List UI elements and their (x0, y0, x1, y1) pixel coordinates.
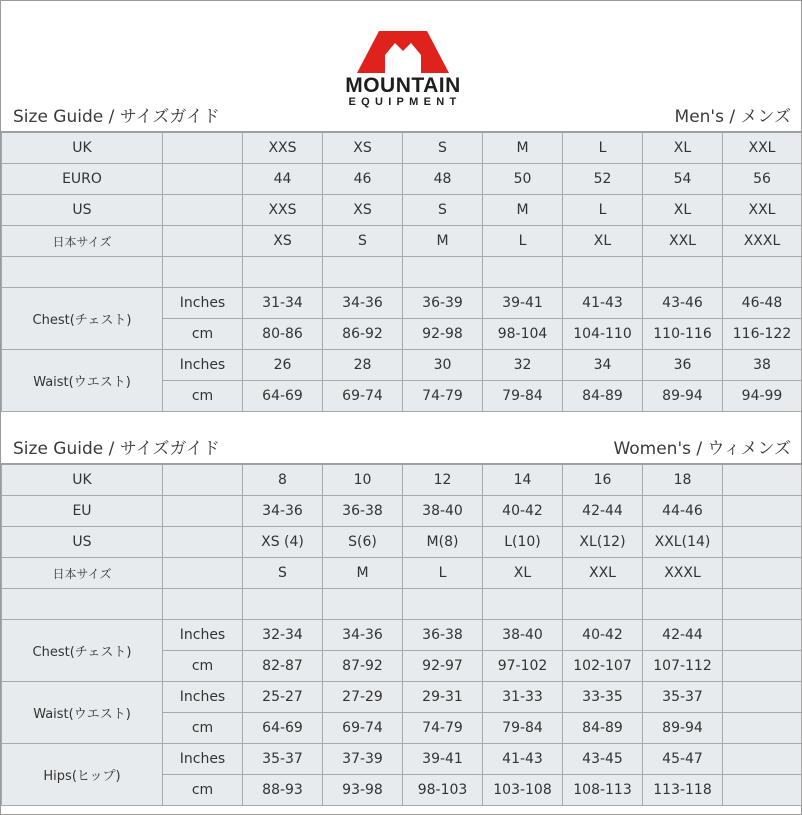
size-row (2, 164, 802, 195)
unit-label: Inches (163, 620, 243, 651)
measure-cell: 94-99 (723, 381, 802, 412)
spacer-cell (243, 257, 323, 288)
size-cell: XL(12) (563, 527, 643, 558)
size-cell: M (483, 132, 563, 164)
measure-cell: 69-74 (323, 381, 403, 412)
spacer-cell (323, 589, 403, 620)
size-cell: 14 (483, 464, 563, 496)
size-cell: S(6) (323, 527, 403, 558)
size-cell: XL (643, 132, 723, 164)
size-row-label: 日本サイズ (2, 226, 163, 257)
spacer-cell (403, 589, 483, 620)
brand-name-line2: EQUIPMENT (348, 96, 462, 108)
spacer-cell (563, 257, 643, 288)
size-cell: XXS (243, 195, 323, 226)
mens-size-table (1, 131, 802, 412)
unit-label: Inches (163, 744, 243, 775)
empty-unit-cell (163, 464, 243, 496)
empty-unit-cell (163, 527, 243, 558)
measure-row (2, 620, 802, 651)
size-row (2, 558, 802, 589)
measure-cell: 38 (723, 350, 802, 381)
measure-cell: 102-107 (563, 651, 643, 682)
size-cell: M (483, 195, 563, 226)
size-cell: L (483, 226, 563, 257)
size-cell: 8 (243, 464, 323, 496)
unit-label: Inches (163, 288, 243, 319)
measure-cell: 69-74 (323, 713, 403, 744)
spacer-cell (643, 257, 723, 288)
measure-cell (723, 744, 802, 775)
measure-cell: 104-110 (563, 319, 643, 350)
size-cell: 36-38 (323, 496, 403, 527)
unit-label: cm (163, 319, 243, 350)
size-cell: S (243, 558, 323, 589)
measure-label: Waist(ウエスト) (2, 682, 163, 744)
size-cell: 16 (563, 464, 643, 496)
size-cell: XXL (723, 195, 802, 226)
measure-cell: 98-103 (403, 775, 483, 806)
size-row-label: US (2, 527, 163, 558)
size-cell: M(8) (403, 527, 483, 558)
measure-cell (723, 775, 802, 806)
size-cell: 48 (403, 164, 483, 195)
size-row-label: 日本サイズ (2, 558, 163, 589)
measure-cell: 28 (323, 350, 403, 381)
empty-unit-cell (163, 496, 243, 527)
measure-cell: 88-93 (243, 775, 323, 806)
measure-cell: 42-44 (643, 620, 723, 651)
size-row (2, 226, 802, 257)
measure-cell: 33-35 (563, 682, 643, 713)
size-cell: M (403, 226, 483, 257)
measure-row (2, 744, 802, 775)
measure-cell: 34 (563, 350, 643, 381)
size-cell: S (403, 132, 483, 164)
spacer-cell (403, 257, 483, 288)
measure-cell: 43-45 (563, 744, 643, 775)
size-cell: 52 (563, 164, 643, 195)
measure-cell: 35-37 (243, 744, 323, 775)
mountain-logo-icon (357, 29, 449, 73)
size-cell: S (323, 226, 403, 257)
measure-cell: 74-79 (403, 381, 483, 412)
measure-cell: 84-89 (563, 713, 643, 744)
spacer-cell (243, 589, 323, 620)
size-cell: L (563, 132, 643, 164)
measure-label: Chest(チェスト) (2, 620, 163, 682)
measure-row (2, 288, 802, 319)
size-cell: 42-44 (563, 496, 643, 527)
measure-cell: 98-104 (483, 319, 563, 350)
measure-cell: 93-98 (323, 775, 403, 806)
measure-cell (723, 651, 802, 682)
womens-size-table (1, 463, 802, 806)
spacer-cell (163, 257, 243, 288)
size-cell: XXL (643, 226, 723, 257)
measure-label: Hips(ヒップ) (2, 744, 163, 806)
spacer-cell (163, 589, 243, 620)
spacer-cell (723, 589, 802, 620)
size-cell: 34-36 (243, 496, 323, 527)
measure-cell: 92-98 (403, 319, 483, 350)
measure-cell: 30 (403, 350, 483, 381)
spacer-cell (483, 589, 563, 620)
size-cell: XXS (243, 132, 323, 164)
measure-cell: 43-46 (643, 288, 723, 319)
size-cell: XS (243, 226, 323, 257)
mens-section-label: Men's / メンズ (674, 107, 791, 127)
measure-cell: 29-31 (403, 682, 483, 713)
size-cell: XL (643, 195, 723, 226)
measure-cell: 89-94 (643, 713, 723, 744)
unit-label: cm (163, 651, 243, 682)
measure-cell: 97-102 (483, 651, 563, 682)
size-cell: 40-42 (483, 496, 563, 527)
size-cell: 12 (403, 464, 483, 496)
measure-cell: 79-84 (483, 381, 563, 412)
spacer-cell (563, 589, 643, 620)
measure-cell: 92-97 (403, 651, 483, 682)
size-cell: 44-46 (643, 496, 723, 527)
measure-cell: 64-69 (243, 381, 323, 412)
size-cell: L (563, 195, 643, 226)
size-cell: L (403, 558, 483, 589)
size-cell: 56 (723, 164, 802, 195)
measure-cell: 37-39 (323, 744, 403, 775)
size-row (2, 464, 802, 496)
size-cell: XXXL (723, 226, 802, 257)
measure-cell: 64-69 (243, 713, 323, 744)
size-cell (723, 527, 802, 558)
measure-cell: 36-39 (403, 288, 483, 319)
measure-cell: 41-43 (563, 288, 643, 319)
size-cell: XS (323, 132, 403, 164)
measure-cell: 82-87 (243, 651, 323, 682)
measure-cell: 89-94 (643, 381, 723, 412)
size-row-label: UK (2, 464, 163, 496)
empty-unit-cell (163, 132, 243, 164)
spacer-cell (2, 589, 163, 620)
measure-cell: 40-42 (563, 620, 643, 651)
spacer-cell (483, 257, 563, 288)
measure-cell: 26 (243, 350, 323, 381)
size-cell: 50 (483, 164, 563, 195)
measure-cell: 87-92 (323, 651, 403, 682)
measure-cell: 116-122 (723, 319, 802, 350)
spacer-cell (643, 589, 723, 620)
unit-label: Inches (163, 350, 243, 381)
size-cell: L(10) (483, 527, 563, 558)
size-cell: 54 (643, 164, 723, 195)
measure-cell: 110-116 (643, 319, 723, 350)
measure-cell: 39-41 (403, 744, 483, 775)
size-row-label: UK (2, 132, 163, 164)
unit-label: cm (163, 713, 243, 744)
measure-cell: 79-84 (483, 713, 563, 744)
measure-cell: 35-37 (643, 682, 723, 713)
measure-label: Waist(ウエスト) (2, 350, 163, 412)
measure-cell (723, 713, 802, 744)
measure-cell: 103-108 (483, 775, 563, 806)
size-cell (723, 558, 802, 589)
spacer-cell (2, 257, 163, 288)
measure-cell: 39-41 (483, 288, 563, 319)
measure-cell: 32-34 (243, 620, 323, 651)
measure-cell: 113-118 (643, 775, 723, 806)
size-row (2, 132, 802, 164)
measure-cell: 74-79 (403, 713, 483, 744)
measure-cell: 36 (643, 350, 723, 381)
mens-section-title: Size Guide / サイズガイド (13, 107, 220, 127)
measure-cell: 46-48 (723, 288, 802, 319)
size-cell (723, 464, 802, 496)
measure-cell: 38-40 (483, 620, 563, 651)
size-cell: XL (563, 226, 643, 257)
spacer-row (2, 589, 802, 620)
size-cell: XXL (723, 132, 802, 164)
measure-cell: 31-34 (243, 288, 323, 319)
measure-cell: 27-29 (323, 682, 403, 713)
size-row (2, 195, 802, 226)
size-cell: 38-40 (403, 496, 483, 527)
size-cell: XL (483, 558, 563, 589)
spacer-cell (723, 257, 802, 288)
size-row-label: EURO (2, 164, 163, 195)
unit-label: Inches (163, 682, 243, 713)
measure-cell: 34-36 (323, 288, 403, 319)
measure-cell: 86-92 (323, 319, 403, 350)
size-cell: XXL (563, 558, 643, 589)
size-cell: S (403, 195, 483, 226)
size-cell: 10 (323, 464, 403, 496)
size-cell: XS (4) (243, 527, 323, 558)
measure-cell: 84-89 (563, 381, 643, 412)
unit-label: cm (163, 381, 243, 412)
measure-cell: 31-33 (483, 682, 563, 713)
womens-section-label: Women's / ウィメンズ (613, 439, 791, 459)
size-cell: 46 (323, 164, 403, 195)
empty-unit-cell (163, 226, 243, 257)
measure-row (2, 350, 802, 381)
measure-cell: 32 (483, 350, 563, 381)
size-cell (723, 496, 802, 527)
size-cell: 44 (243, 164, 323, 195)
size-cell: XXL(14) (643, 527, 723, 558)
spacer-row (2, 257, 802, 288)
unit-label: cm (163, 775, 243, 806)
measure-cell: 108-113 (563, 775, 643, 806)
measure-label: Chest(チェスト) (2, 288, 163, 350)
size-cell: M (323, 558, 403, 589)
size-row (2, 527, 802, 558)
measure-cell: 107-112 (643, 651, 723, 682)
spacer-cell (323, 257, 403, 288)
womens-section-title: Size Guide / サイズガイド (13, 439, 220, 459)
empty-unit-cell (163, 164, 243, 195)
measure-cell (723, 682, 802, 713)
brand-name-line1: MOUNTAIN (345, 74, 461, 97)
measure-cell: 45-47 (643, 744, 723, 775)
size-row (2, 496, 802, 527)
size-cell: XXXL (643, 558, 723, 589)
size-row-label: US (2, 195, 163, 226)
measure-cell: 34-36 (323, 620, 403, 651)
measure-row (2, 682, 802, 713)
measure-cell: 41-43 (483, 744, 563, 775)
empty-unit-cell (163, 195, 243, 226)
measure-cell: 25-27 (243, 682, 323, 713)
measure-cell: 36-38 (403, 620, 483, 651)
measure-cell (723, 620, 802, 651)
size-cell: 18 (643, 464, 723, 496)
brand-logo (323, 29, 483, 113)
size-row-label: EU (2, 496, 163, 527)
measure-cell: 80-86 (243, 319, 323, 350)
size-cell: XS (323, 195, 403, 226)
empty-unit-cell (163, 558, 243, 589)
